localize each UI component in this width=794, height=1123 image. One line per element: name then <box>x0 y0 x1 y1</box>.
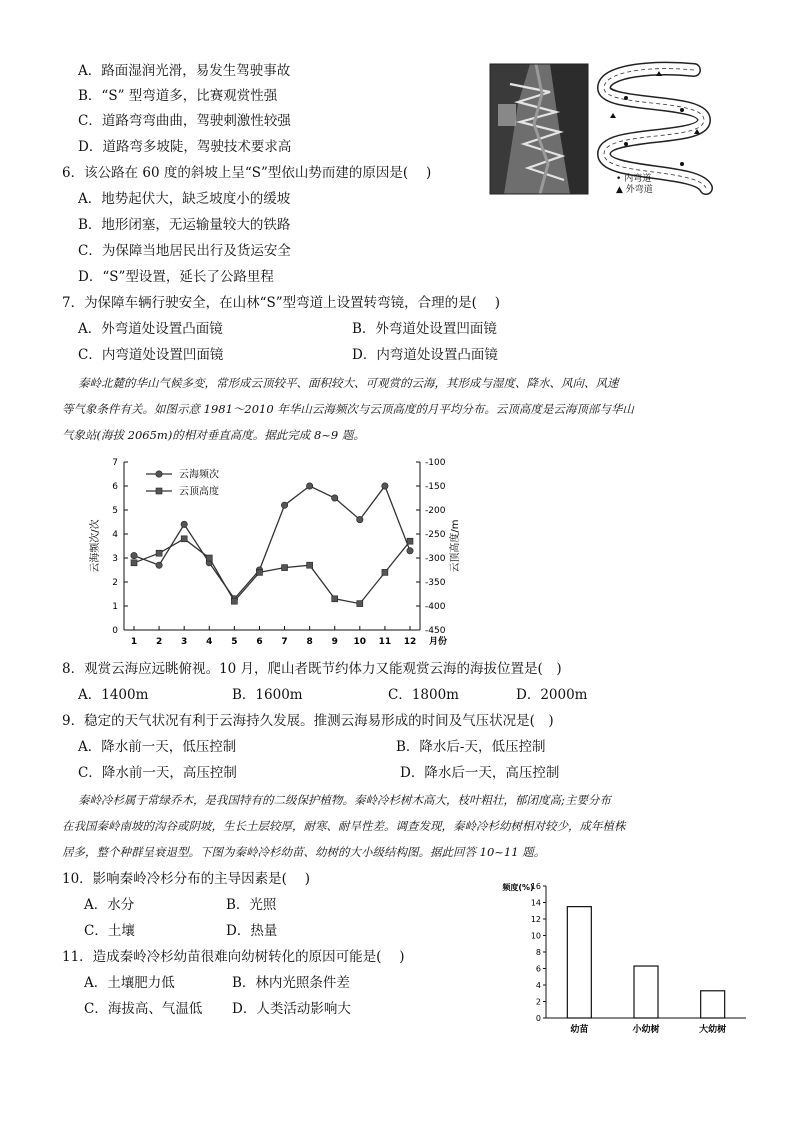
cloud-frequency-point <box>382 483 388 489</box>
x-tick-label: 9 <box>331 637 338 647</box>
cloud-top-height-point <box>357 601 363 607</box>
cloud-top-height-line <box>134 539 410 604</box>
passage1-line-1: 秦岭北麓的华山气候多变，常形成云顶较平、面积较大、可观赏的云海，其形成与湿度、降水、风向、风速 <box>78 376 619 390</box>
q10-stem: 10．影响秦岭冷杉分布的主导因素是( ) <box>62 871 311 887</box>
q7-stem: 7．为保障车辆行驶安全，在山林“S”型弯道上设置转弯镜，合理的是( ) <box>62 295 500 311</box>
q6-option-c: C．为保障当地居民出行及货运安全 <box>78 243 291 259</box>
cloud-frequency-point <box>131 552 137 558</box>
cloud-top-height-point <box>156 550 162 556</box>
legend-label: 云海频次 <box>179 469 219 481</box>
q6-option-a: A．地势起伏大，缺乏坡度小的缓坡 <box>78 191 291 207</box>
x-tick-label: 11 <box>378 637 392 647</box>
q11-option-a: A．土壤肥力低 <box>84 975 175 991</box>
cloud-frequency-line <box>134 486 410 599</box>
q5-option-c: C．道路弯弯曲曲，驾驶刺激性较强 <box>78 113 291 129</box>
passage2-line-3: 居多，整个种群呈衰退型。下图为秦岭冷杉幼苗、幼树的大小级结构图。据此回答 10~11 题。 <box>62 845 546 859</box>
category-label: 幼苗 <box>570 1025 589 1035</box>
q6-option-b: B．地形闭塞，无运输量较大的铁路 <box>78 217 291 233</box>
left-y-tick-label: 7 <box>112 458 118 468</box>
cloud-top-height-point <box>307 562 313 568</box>
q11-option-b: B．林内光照条件差 <box>232 975 350 991</box>
x-tick-label: 4 <box>206 637 213 647</box>
mountain-road-photo <box>490 64 588 194</box>
size-class-chart <box>502 876 756 1042</box>
legend-outer-label: 外弯道 <box>625 185 653 195</box>
y-tick-label: 8 <box>535 948 541 957</box>
q10-option-c: C．土壤 <box>84 923 135 939</box>
size-class-chart-svg <box>502 876 756 1042</box>
q11-option-c: C．海拔高、气温低 <box>84 1001 203 1017</box>
q8-option-d: D．2000m <box>516 687 588 703</box>
q8-stem: 8．观赏云海应远眺俯视。10 月，爬山者既节约体力又能观赏云海的海拔位置是( ) <box>62 661 562 677</box>
s-curve-sketch <box>604 69 706 188</box>
q5-option-a: A．路面湿润光滑，易发生驾驶事故 <box>78 63 291 79</box>
q7-option-b: B．外弯道处设置凹面镜 <box>352 321 497 337</box>
q8-option-a: A．1400m <box>78 687 149 703</box>
cloud-frequency-point <box>281 502 287 508</box>
left-y-tick-label: 0 <box>112 626 118 636</box>
y-tick-label: 6 <box>535 964 541 974</box>
cloud-frequency-point <box>156 562 162 568</box>
right-y-axis-label: 云顶高度/m <box>450 519 461 573</box>
outer-curve-triangle-icon: ▲ <box>616 185 623 195</box>
cloud-top-height-point <box>231 598 237 604</box>
right-y-tick-label: -150 <box>425 482 446 492</box>
cloud-frequency-point <box>306 483 312 489</box>
passage1-line-3: 气象站(海拔 2065m)的相对垂直高度。据此完成 8~9 题。 <box>62 428 365 442</box>
road-figure-legend <box>616 174 653 196</box>
right-y-tick-label: -200 <box>425 506 446 516</box>
q10-option-a: A．水分 <box>84 897 135 913</box>
x-tick-label: 3 <box>181 637 188 647</box>
q9-option-a: A．降水前一天，低压控制 <box>78 739 237 755</box>
legend-inner-label: 内弯道 <box>624 174 652 184</box>
cloud-frequency-point <box>357 516 363 522</box>
right-y-tick-label: -250 <box>425 530 446 540</box>
right-y-tick-label: -300 <box>425 554 446 564</box>
q11-stem: 11．造成秦岭冷杉幼苗很难向幼树转化的原因可能是( ) <box>62 949 405 965</box>
x-tick-label: 7 <box>281 637 288 647</box>
passage1-line-2: 等气象条件有关。如图示意 1981～2010 年华山云海频次与云顶高度的月平均分布。云顶高度是云海顶部与华山 <box>62 402 634 416</box>
left-y-tick-label: 4 <box>112 530 118 540</box>
x-tick-label: 8 <box>306 637 313 647</box>
x-tick-label: 10 <box>353 637 367 647</box>
cloud-top-height-point <box>407 538 413 544</box>
legend-square-marker <box>156 488 162 494</box>
q10-option-b: B．光照 <box>226 897 277 913</box>
cloud-top-height-point <box>256 569 262 575</box>
q9-option-d: D．降水后一天，高压控制 <box>400 765 560 781</box>
y-tick-label: 16 <box>530 882 541 891</box>
cloud-top-height-point <box>181 536 187 542</box>
q6-option-d: D．“S”型设置，延长了公路里程 <box>78 269 274 285</box>
q5-option-d: D．道路弯多坡陡，驾驶技术要求高 <box>78 139 292 155</box>
bar <box>701 991 725 1018</box>
cloud-sea-chart-svg <box>84 448 464 656</box>
y-tick-label: 4 <box>535 981 541 990</box>
x-tick-label: 1 <box>130 637 138 647</box>
x-tick-label: 12 <box>403 637 417 647</box>
bar <box>634 966 658 1018</box>
cloud-frequency-point <box>407 548 413 554</box>
right-y-tick-label: -450 <box>425 626 446 636</box>
left-y-tick-label: 1 <box>112 602 118 612</box>
y-tick-label: 12 <box>530 915 541 924</box>
q10-option-d: D．热量 <box>226 923 278 939</box>
q5-option-b: B．“S” 型弯道多，比赛观赏性强 <box>78 88 278 104</box>
x-tick-label: 5 <box>231 637 238 647</box>
q6-stem: 6．该公路在 60 度的斜坡上呈“S”型依山势而建的原因是( ) <box>62 165 432 181</box>
q8-option-b: B．1600m <box>232 687 303 703</box>
left-y-axis-label: 云海频次/次 <box>90 519 101 573</box>
y-tick-label: 10 <box>530 931 541 941</box>
q9-option-b: B．降水后-天，低压控制 <box>396 739 546 755</box>
q7-option-d: D．内弯道处设置凸面镜 <box>352 347 498 363</box>
cloud-frequency-point <box>181 521 187 527</box>
q7-option-c: C．内弯道处设置凹面镜 <box>78 347 224 363</box>
legend-circle-marker <box>156 471 162 477</box>
q9-option-c: C．降水前一天，高压控制 <box>78 765 237 781</box>
left-y-tick-label: 6 <box>112 482 118 492</box>
cloud-sea-chart <box>84 448 464 656</box>
road-figure-svg <box>490 64 730 200</box>
cloud-top-height-point <box>332 596 338 602</box>
category-label: 小幼树 <box>632 1025 660 1035</box>
road-figure <box>490 64 730 200</box>
y-tick-label: 14 <box>530 898 541 908</box>
cloud-top-height-point <box>282 565 288 571</box>
left-y-tick-label: 3 <box>112 554 118 564</box>
left-y-tick-label: 5 <box>112 506 118 516</box>
q11-option-d: D．人类活动影响大 <box>232 1001 351 1017</box>
y-tick-label: 0 <box>535 1014 541 1023</box>
y-tick-label: 2 <box>535 997 541 1007</box>
passage2-line-1: 秦岭冷杉属于常绿乔木，是我国特有的二级保护植物。秦岭冷杉树木高大，枝叶粗壮，郁闭度高;主要分布 <box>78 793 611 807</box>
q9-stem: 9．稳定的天气状况有利于云海持久发展。推测云海易形成的时间及气压状况是( ) <box>62 713 554 729</box>
right-y-tick-label: -400 <box>425 602 446 612</box>
cloud-top-height-point <box>206 555 212 561</box>
bar <box>567 907 591 1018</box>
q8-option-c: C．1800m <box>388 687 459 703</box>
inner-curve-dot-icon: • <box>616 174 622 184</box>
right-y-tick-label: -350 <box>425 578 446 588</box>
right-y-tick-label: -100 <box>425 458 446 468</box>
passage2-line-2: 在我国秦岭南坡的沟谷或阴坡，生长土层较厚，耐寒、耐旱性差。调查发现，秦岭冷杉幼树相对较少，成年植株 <box>62 819 626 833</box>
cloud-frequency-point <box>332 495 338 501</box>
left-y-tick-label: 2 <box>112 578 118 588</box>
category-label: 大幼树 <box>699 1025 727 1035</box>
y-axis-label: 频度(%) <box>502 883 534 892</box>
x-axis-label: 月份 <box>428 637 448 647</box>
x-tick-label: 2 <box>155 637 163 647</box>
cloud-top-height-point <box>382 569 388 575</box>
x-tick-label: 6 <box>256 637 263 647</box>
cloud-top-height-point <box>131 560 137 566</box>
q7-option-a: A．外弯道处设置凸面镜 <box>78 321 223 337</box>
legend-label: 云顶高度 <box>179 486 219 498</box>
